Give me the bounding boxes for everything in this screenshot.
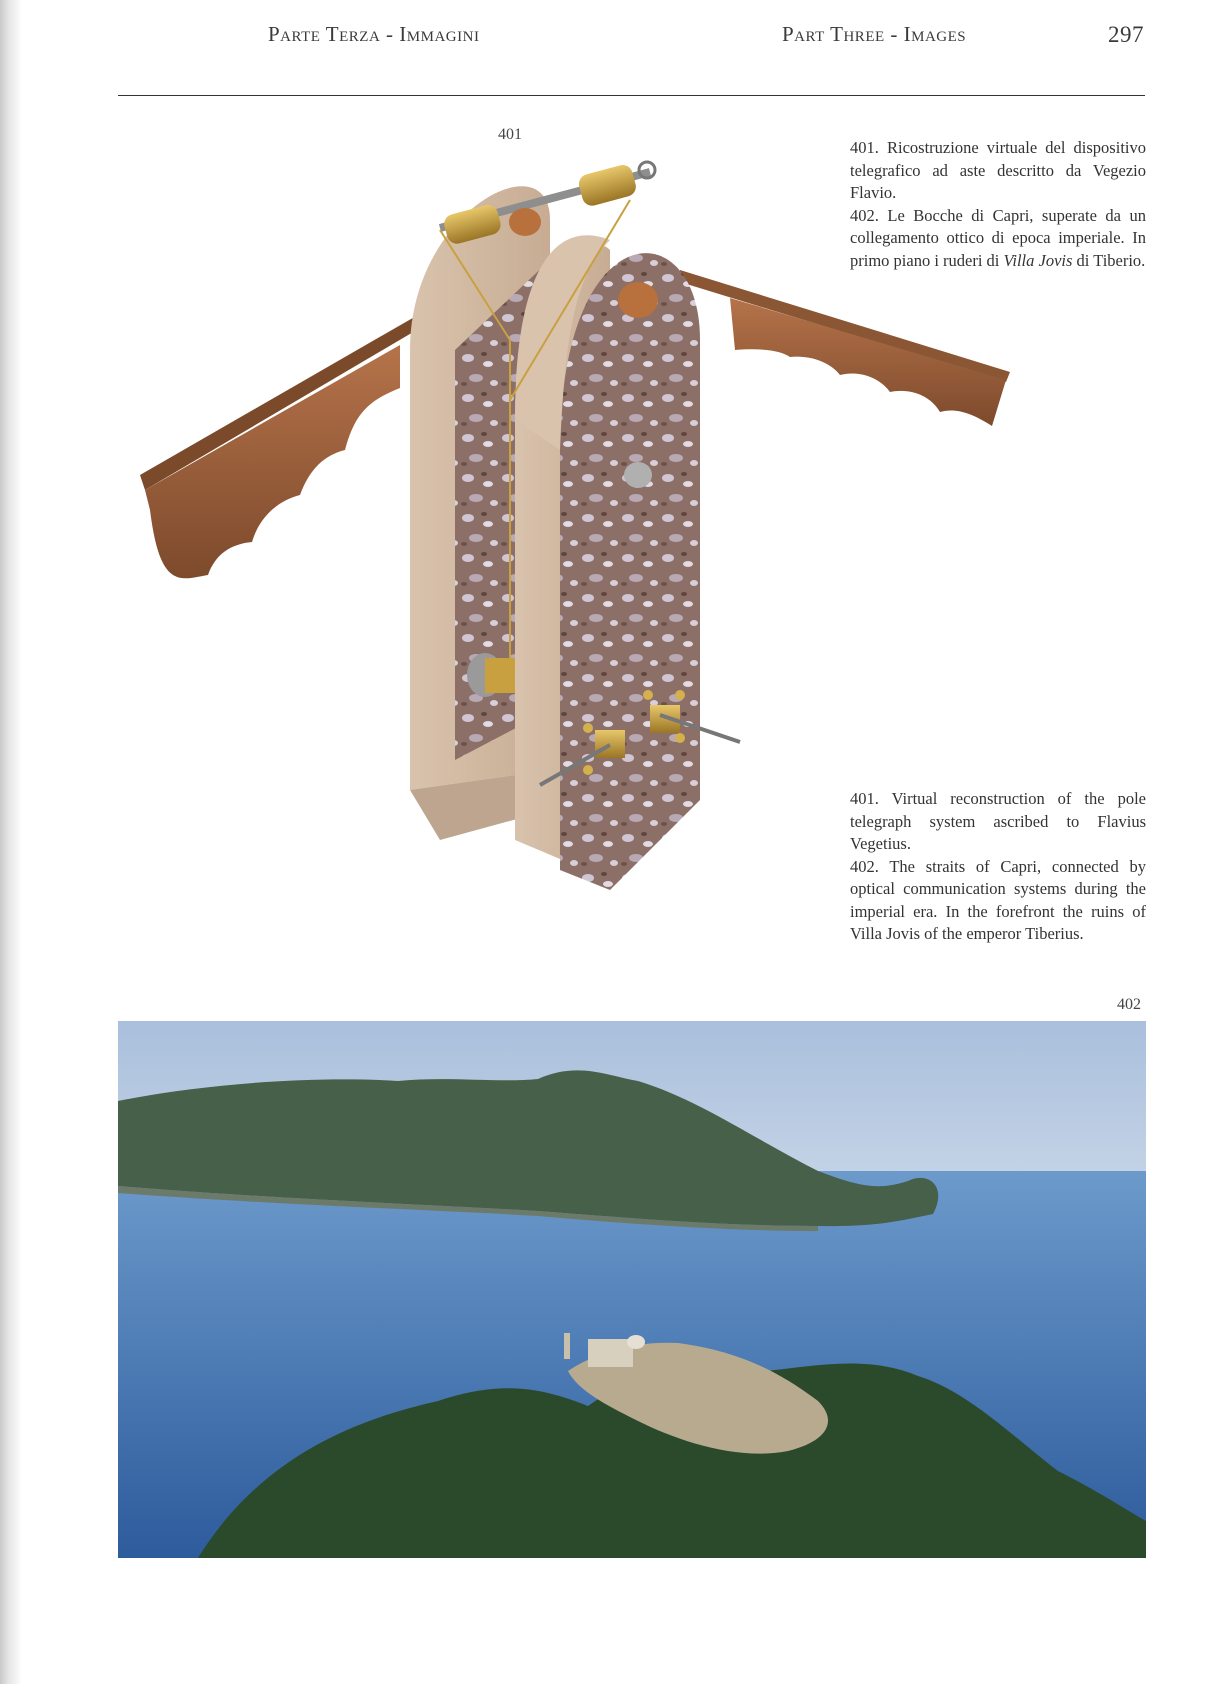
side-peg [624,462,652,488]
caption-it-401: 401. Ricostruzione virtuale del dispositivo telegrafico ad aste descritto da Vegezio Flavio. [850,138,1146,202]
tower-front-column [515,235,700,890]
caption-english [850,788,1146,946]
chapel [588,1339,633,1367]
lighthouse-tower [564,1333,570,1359]
capri-straits-photo [118,1021,1146,1558]
running-head-right: Part Three - Images [782,22,967,46]
caption-en-402: 402. The straits of Capri, connected by optical communication systems during the imperial era. In the forefront the ruins of Villa Jovis of the emperor Tiberius. [850,856,1146,943]
right-signal-arm [680,270,1010,426]
figure-401-number: 401 [498,126,522,143]
figure-402-number: 402 [1117,996,1141,1013]
running-head [0,22,1207,54]
caption-italian [850,137,1146,272]
page-number: 297 [1108,22,1144,47]
caption-it-402: 402. Le Bocche di Capri, superate da un collegamento ottico di epoca imperiale. In primo piano i ruderi di Villa Jovis di Tiberio. [850,205,1146,270]
caption-en-401: 401. Virtual reconstruction of the pole telegraph system ascribed to Flavius Vegetius. [850,789,1146,853]
binding-edge [0,0,22,1684]
running-head-left: Parte Terza - Immagini [268,22,480,46]
capri-photo-rendering [118,1021,1146,1558]
header-rule [118,95,1145,96]
winch-drum [467,653,515,697]
villa-jovis-italic: Villa Jovis [1003,250,1073,270]
